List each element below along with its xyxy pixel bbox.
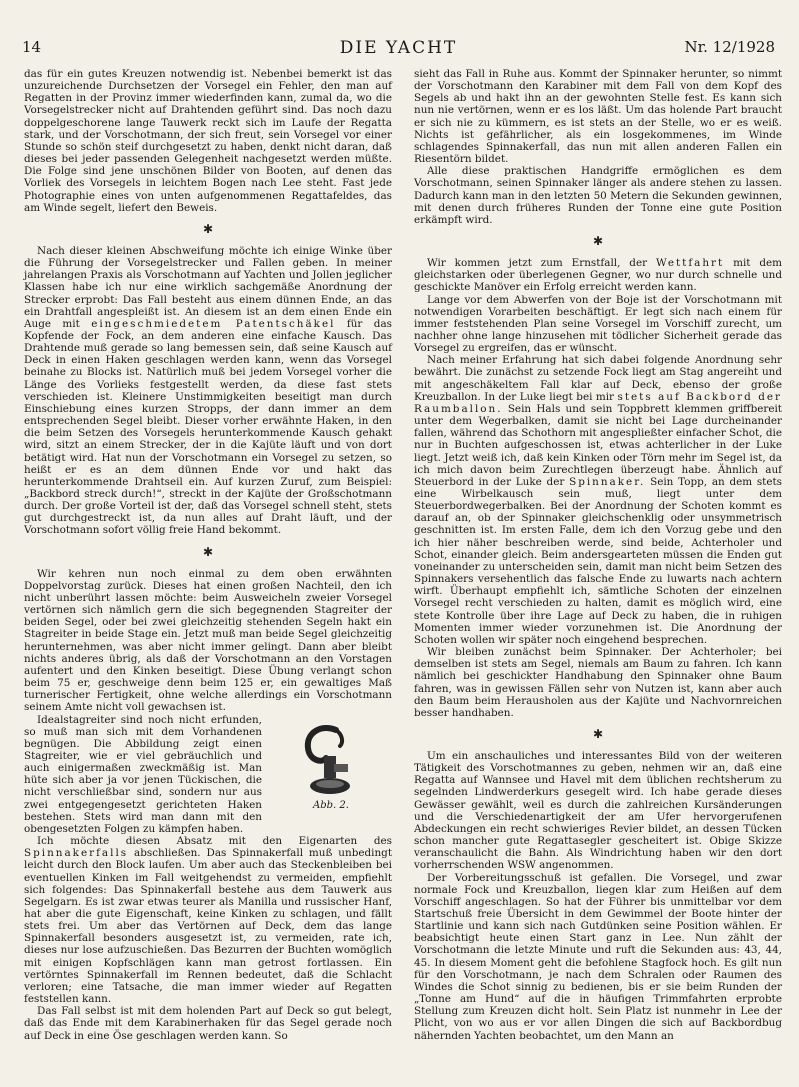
magazine-title: DIE YACHT bbox=[339, 38, 458, 58]
issue-number: Nr. 12/1928 bbox=[684, 38, 775, 56]
page-number: 14 bbox=[22, 38, 42, 56]
paragraph: Wir bleiben zunächst beim Spinnaker. Der Achterholer; bei demselben ist stets am Segel, niemals am Baum zu fahren. Ich kann nämlich bei geschickter Handhabung den Spinnaker ohne Baum fahren, was in gewissen Fällen sehr von Nutzen ist, kann aber auch den Baum beim Herausholen aus der Kajüte und Nachvornreichen besser handhaben. bbox=[414, 646, 782, 719]
paragraph: sieht das Fall in Ruhe aus. Kommt der Spinnaker herunter, so nimmt der Vorschotmann den Karabiner mit dem Fall von dem Kopf des Segels ab und hakt ihn an der gewohnten Stelle fest. Es kann sich nun nie vertörnen, wenn er es los läßt. Um das holende Part braucht er sich nie zu kümmern, es ist stets an der Stelle, wo er es weiß. Nichts ist gefährlicher, als ein losgekommenes, im Winde schlagendes Spinnakerfall, das nun mit allen anderen Fallen ein Riesentörn bildet. bbox=[414, 68, 782, 166]
paragraph: das für ein gutes Kreuzen notwendig ist. Nebenbei bemerkt ist das unzureichende Durchsetzen der Vorsegel ein Fehler, den man auf Regatten in der Provinz immer wiederfinden kann, zumal da, wo die Vorsegelstrecker nicht auf Drahtenden geführt sind. Das noch dazu doppelgeschorene lange Tauwerk reckt sich im Laufe der Regatta stark, und der Vorschotmann, der sich freut, sein Vorsegel vor einer Stunde so schön steif durchgesetzt zu haben, denkt nicht daran, daß dieses bei jeder passenden Gelegenheit nachgesetzt werden müßte. Die Folge sind jene unschönen Bilder von Booten, auf denen das Vorliek des Vorsegels in leichtem Bogen nach Lee steht. Fast jede Photographie eines von unten aufgenommenen Regattafeldes, das am Winde segelt, liefert den Beweis. bbox=[24, 68, 392, 214]
paragraph: Wir kommen jetzt zum Ernstfall, der Wettfahrt mit dem gleichstarken oder überlegenen Gegner, wo nur durch schnelle und geschickte Manöver ein Erfolg erreicht werden kann. bbox=[414, 257, 783, 294]
paragraph: Der Vorbereitungsschuß ist gefallen. Die Vorsegel, und zwar normale Fock und Kreuzballon, liegen klar zum Heißen auf dem Vorschiff angeschlagen. So hat der Führer bis unmittelbar vor dem Startschuß freie Übersicht in dem Gewimmel der Boote hinter der Startlinie und kann sich nach Gutdünken seine Position wählen. Er beabsichtigt heute einen Start ganz in Lee. Nun zählt der Vorschotmann die letzte Minute und ruft die Sekunden aus: 43, 44, 45. In diesem Moment geht die befohlene Stagfock hoch. Es gilt nun für den Vorschotmann, je nach dem Schralen oder Raumen des Windes die Schot sinnig zu bedienen, bis er sie beim Runden der „Tonne am Hund“ auf die in häufigen Trimmfahrten erprobte Stellung zum Kreuzen dicht holt. Sein Platz ist nunmehr in Lee der Plicht, von wo aus er vor allen Dingen die sich auf Backbordbug nähernden Yachten beobachtet, um den Mann an bbox=[414, 871, 782, 1042]
paragraph: Alle diese praktischen Handgriffe ermöglichen es dem Vorschotmann, seinen Spinnaker länger als andere stehen zu lassen. Dadurch kann man in den letzten 50 Metern die Sekunden gewinnen, mit denen durch früheres Runden der Tonne eine gute Position erkämpft wird. bbox=[414, 165, 782, 226]
figure-stagreiter bbox=[270, 720, 392, 816]
page-header bbox=[22, 38, 775, 62]
section-separator: ✱ bbox=[202, 221, 214, 236]
section-separator: ✱ bbox=[592, 234, 604, 249]
section-separator: ✱ bbox=[592, 726, 604, 741]
left-column bbox=[24, 68, 392, 1042]
stagreiter-illustration bbox=[296, 720, 366, 798]
right-column bbox=[414, 68, 782, 1042]
paragraph: Idealstagreiter sind noch nicht erfunden, so muß man sich mit dem Vorhandenen begnügen. Die Abbildung zeigt einen Stagreiter, wie er viel gebräuchlich und auch einigermaßen zweckmäßig ist. Man hüte sich aber ja vor jenen Tückischen, die nicht verschließbar sind, sondern nur aus zwei entgegengesetzt gerichteten Haken bestehen. Stets wird man dann mit den obengesetzten Folgen zu kämpfen haben. bbox=[24, 713, 262, 835]
section-separator: ✱ bbox=[202, 544, 214, 559]
paragraph: Nach dieser kleinen Abschweifung möchte ich einige Winke über die Führung der Vorsegelstrecker und Fallen geben. In meiner jahrelangen Praxis als Vorschotmann auf Yachten und Jollen jeglicher Klassen habe ich nur eine wirklich sachgemäße Anordnung der Strecker erprobt: Das Fall besteht aus einem dünnen Ende, an das ein Drahtfall angespleißt ist. An diesem ist an dem einen Ende ein Auge mit eingeschmiedetem Patentschäkel für das Kopfende der Fock, an dem anderen eine einfache Kausch. Das Drahtende muß gerade so lang bemessen sein, daß seine Kausch auf Deck in einen Haken geschlagen werden kann, wenn das Vorsegel beinahe zu Blocks ist. Natürlich muß bei jedem Vorsegel vorher die Länge des Vorlieks festgestellt werden, da diese fast stets verschieden ist. Kleinere Unstimmigkeiten beseitigt man durch Einschiebung eines kurzen Stropps, der dann immer an dem entsprechenden Segel bleibt. Dieser vorher erwähnte Haken, in den die beim Setzen des Vorsegels herunterkommende Kausch gehakt wird, sitzt an einem Strecker, der in die Kajüte läuft und von dort betätigt wird. Hat nun der Vorschotmann ein Vorsegel zu setzen, so heißt er es an dem dünnen Ende vor und hakt das herunterkommende Drahtseil ein. Auf kurzen Zuruf, zum Beispiel: „Backbord streck durch!“, streckt in der Kajüte der Großschotmann durch. Der große Vorteil ist der, daß das Vorsegel schnell steht, stets gut durchgestreckt ist, da nun alles auf Draht läuft, und der Vorschotmann sofort völlig freie Hand bekommt. bbox=[24, 244, 392, 537]
paragraph: Lange vor dem Abwerfen von der Boje ist der Vorschotmann mit notwendigen Vorarbeiten beschäftigt. Er legt sich nach einem für immer feststehenden Plan seine Vorsegel im Vorschiff zurecht, um nachher ohne lange hinzusehen mit tödlicher Sicherheit gerade das Vorsegel zu ergreifen, das er wünscht. bbox=[414, 293, 782, 355]
paragraph: Ich möchte diesen Absatz mit den Eigenarten des Spinnakerfalls abschließen. Das Spinnakerfall muß unbedingt leicht durch den Block laufen. Um aber auch das Steckenbleiben bei eventuellen Kinken im Fall weitgehendst zu vermeiden, empfiehlt sich folgendes: Das Spinnakerfall bestehe aus dem Tauwerk aus Segelgarn. Es ist zwar etwas teurer als Manilla und russischer Hanf, hat aber die gute Eigenschaft, keine Kinken zu schlagen, und fällt stets frei. Um aber das Vertörnen auf Deck, dem das lange Spinnakerfall besonders ausgesetzt ist, zu vermeiden, rate ich, dieses nur lose aufzuschießen. Das Bezurren der Buchten womöglich mit einigen Kopfschlägen kann man getrost fortlassen. Ein vertörntes Spinnakerfall im Rennen bedeutet, daß die Schlacht verloren; eine Tatsache, die man immer wieder auf Regatten feststellen kann. bbox=[24, 835, 392, 1006]
paragraph: Das Fall selbst ist mit dem holenden Part auf Deck so gut belegt, daß das Ende mit dem Karabinerhaken für das Segel gerade noch auf Deck in eine Öse geschlagen werden kann. So bbox=[24, 1005, 392, 1042]
figure-caption: Abb. 2. bbox=[313, 799, 349, 811]
paragraph: Wir kehren nun noch einmal zu dem oben erwähnten Doppelvorstag zurück. Dieses hat einen großen Nachteil, den ich nicht unberührt lassen möchte: beim Ausweicheln zweier Vorsegel vertörnen sich nämlich gern die sich begegnenden Stagreiter der beiden Segel, oder bei zwei gleichzeitig stehenden Segeln hakt ein Stagreiter in beide Stage ein. Jetzt muß man beide Segel gleichzeitig herunternehmen, was aber nicht immer gelingt. Dann aber bleibt nichts anderes übrig, als daß der Vorschotmann an den Vorstagen aufentert und den Kinken beseitigt. Diese Übung verlangt schon beim 75 er, geschweige denn beim 125 er, ein gewaltiges Maß turnerischer Fertigkeit, ohne welche allerdings ein Vorschotmann seinem Amte nicht voll gewachsen ist. bbox=[24, 567, 392, 714]
paragraph: Nach meiner Erfahrung hat sich dabei folgende Anordnung sehr bewährt. Die zunächst zu setzende Fock liegt am Stag angereiht und mit angeschäkeltem Fall klar auf Deck, ebenso der große Kreuzballon. In der Luke liegt bei mir stets auf Backbord der Raumballon. Sein Hals und sein Toppbrett klemmen griffbereit unter dem Wegerbalken, damit sie nicht bei Lage durcheinander fallen, während das Schothorn mit angespließter einfacher Schot, die nur in Buchten aufgeschossen ist, etwas achterlicher in der Luke liegt. Jetzt weiß ich, daß kein Kinken oder Törn mehr im Segel ist, da ich mich davon beim Zurechtlegen überzeugt habe. Ähnlich auf Steuerbord in der Luke der Spinnaker. Sein Topp, an dem stets eine Wirbelkausch sein muß, liegt unter dem Steuerbordwegerbalken. Bei der Anordnung der Schoten kommt es darauf an, ob der Spinnaker gleichschenklig oder unsymmetrisch geschnitten ist. Im ersten Falle, dem ich den Vorzug gebe und den ich hier näher beschreiben werde, sind beide, Achterholer und Schot, einander gleich. Beim andersgearteten müssen die Enden gut voneinander zu unterscheiden sein, damit man nicht beim Setzen des Spinnakers versehentlich das falsche Ende zu luwarts nach achtern wirft. Überhaupt empfiehlt ich, sämtliche Schoten der einzelnen Vorsegel recht verschieden zu halten, damit es möglich wird, eine stete Kontrolle über ihre Lage auf Deck zu haben, die in ruhigen Momenten immer wieder vorzunehmen ist. Die Anordnung der Schoten wollen wir später noch eingehend besprechen. bbox=[414, 354, 783, 646]
paragraph: Um ein anschauliches und interessantes Bild von der weiteren Tätigkeit des Vorschotmannes zu geben, nehmen wir an, daß eine Regatta auf Wannsee und Havel mit dem üblichen rechtsherum zu segelnden Lindwerderkurs gesegelt wird. Ich habe gerade dieses Gewässer gewählt, weil es durch die zahlreichen Kursänderungen und die Verschiedenartigkeit der am Ufer hervorgerufenen Abdeckungen ein recht schwieriges Revier bildet, an dessen Tücken schon mancher gute Regattasegler gescheitert ist. Obige Skizze veranschaulicht die Bahn. Als Windrichtung haben wir den dort vorherrschenden WSW angenommen. bbox=[414, 749, 782, 872]
